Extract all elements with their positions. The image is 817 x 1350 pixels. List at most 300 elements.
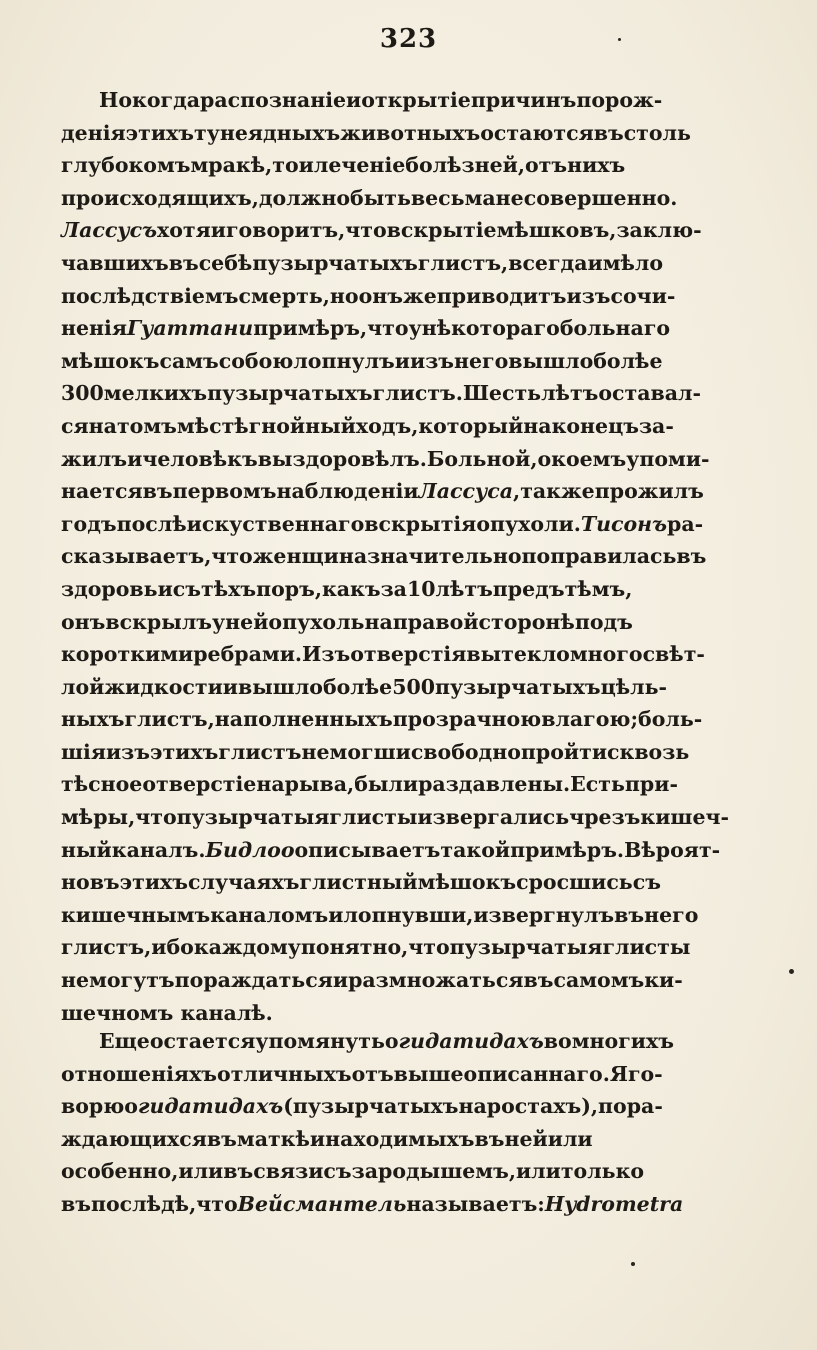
word xyxy=(256,573,322,606)
word-text: когда xyxy=(132,88,201,112)
word xyxy=(522,540,677,573)
word xyxy=(200,84,346,117)
print-speck xyxy=(789,969,794,974)
text-line xyxy=(61,410,725,443)
word xyxy=(215,703,393,736)
word-text: вскрылъ xyxy=(105,609,213,634)
word-text: тѣхъ xyxy=(201,576,257,601)
word-text: него xyxy=(644,902,699,927)
word xyxy=(576,84,662,117)
word xyxy=(466,638,569,671)
word xyxy=(150,1025,256,1058)
word-text: за- xyxy=(638,413,674,438)
word xyxy=(314,149,405,182)
word xyxy=(61,899,210,932)
word-text: послѣдѣ, xyxy=(90,1191,197,1216)
word-text: этихъ xyxy=(149,739,219,764)
word xyxy=(630,703,638,736)
word-text: подъ xyxy=(574,609,633,634)
text-line xyxy=(61,736,725,769)
word-text: вышло xyxy=(238,674,323,699)
word xyxy=(598,377,701,410)
word xyxy=(508,345,593,378)
word xyxy=(99,84,132,117)
text-line xyxy=(61,1188,725,1221)
word-text: были xyxy=(354,772,419,797)
word-text: свободно xyxy=(410,739,521,764)
word-text: Изъ xyxy=(302,642,351,667)
word-text: этихъ xyxy=(119,870,189,895)
text-line xyxy=(61,182,725,215)
word-text: ходъ, xyxy=(355,413,419,438)
word xyxy=(252,247,418,280)
word xyxy=(199,247,253,280)
word-text: что xyxy=(367,316,409,341)
word-text: болѣе xyxy=(593,348,663,373)
word xyxy=(594,117,624,150)
word xyxy=(112,834,295,867)
word xyxy=(561,1155,644,1188)
word-text: только xyxy=(560,1159,645,1184)
word-text: животныхъ xyxy=(340,120,481,145)
word xyxy=(667,508,703,541)
word xyxy=(333,964,348,997)
word-text: денія xyxy=(61,120,126,145)
word xyxy=(259,182,350,215)
word-text: въ xyxy=(223,1159,254,1184)
word xyxy=(61,1001,173,1025)
word xyxy=(340,117,480,150)
italic-name: Гуаттани xyxy=(126,316,254,341)
word-text: влагою xyxy=(541,707,631,732)
word xyxy=(466,899,473,932)
word xyxy=(194,117,340,150)
word-text: вскрытія xyxy=(364,511,477,536)
word xyxy=(350,638,466,671)
word-text: онъ xyxy=(358,283,403,308)
italic-name: Hydrometra xyxy=(544,1191,684,1216)
word xyxy=(343,899,466,932)
word-text: ра- xyxy=(667,511,704,536)
text-line xyxy=(61,117,725,150)
word xyxy=(187,508,365,541)
word-text: томъ xyxy=(116,413,177,438)
word xyxy=(61,768,142,801)
word xyxy=(359,280,403,313)
word xyxy=(516,866,633,899)
word xyxy=(352,1155,516,1188)
word xyxy=(151,931,194,964)
word-text: вытекло xyxy=(466,642,570,667)
word-text: послѣ xyxy=(116,511,187,536)
word-text: хотя xyxy=(157,218,211,243)
word-text: 500 xyxy=(392,674,436,699)
word-text: опухоли. xyxy=(476,511,581,536)
word-text: цѣль- xyxy=(600,674,668,699)
word-text: то xyxy=(272,153,299,178)
word-text: на xyxy=(364,609,393,634)
word-text: боль- xyxy=(638,707,703,732)
word xyxy=(437,280,567,313)
word-text: ней xyxy=(225,609,269,634)
word xyxy=(272,149,298,182)
word xyxy=(418,247,508,280)
word xyxy=(255,1025,385,1058)
word xyxy=(61,801,135,834)
word-text: глистный xyxy=(299,870,418,895)
word xyxy=(407,573,436,606)
word xyxy=(178,1155,223,1188)
word-text: называетъ: xyxy=(406,1191,545,1216)
italic-name: гидатидахъ xyxy=(137,1094,284,1119)
italic-name: Лассуса xyxy=(418,479,514,504)
word-text: болѣе xyxy=(322,674,393,699)
word xyxy=(91,1188,196,1221)
word xyxy=(253,540,367,573)
word xyxy=(61,1123,207,1156)
word-text: 10 xyxy=(406,576,436,601)
word-text: глисты xyxy=(329,805,418,830)
word xyxy=(521,736,607,769)
word xyxy=(410,345,454,378)
word xyxy=(299,149,314,182)
word xyxy=(567,149,625,182)
word-text: пузырчатыхъ xyxy=(435,674,601,699)
word-text: приводитъ xyxy=(436,283,567,308)
word xyxy=(520,475,595,508)
word xyxy=(474,1123,504,1156)
word xyxy=(210,899,328,932)
word xyxy=(403,280,437,313)
word-text: въ xyxy=(206,1126,237,1151)
word-text: глистъ xyxy=(218,739,302,764)
word-text: съ xyxy=(323,1159,352,1184)
text-line xyxy=(61,214,725,247)
word xyxy=(352,1058,394,1091)
word xyxy=(644,964,683,997)
print-speck xyxy=(631,1262,635,1266)
word-text: многихъ xyxy=(571,1029,674,1053)
word xyxy=(411,182,496,215)
word xyxy=(301,931,408,964)
word-text: ребрами. xyxy=(193,642,303,667)
word-text: въ xyxy=(89,870,120,895)
word xyxy=(188,866,299,899)
word xyxy=(61,834,112,867)
word xyxy=(541,377,598,410)
word-text: , xyxy=(513,479,521,504)
word xyxy=(61,117,126,150)
word-text: извергнулъ xyxy=(473,902,615,927)
text-line xyxy=(61,149,725,182)
word xyxy=(610,1058,628,1091)
word-text: наростахъ), xyxy=(458,1094,599,1119)
text-line xyxy=(61,345,725,378)
word-text: въ xyxy=(142,479,173,504)
word xyxy=(417,801,569,834)
word xyxy=(593,345,662,378)
word-text: первомъ xyxy=(172,479,277,504)
word xyxy=(61,345,159,378)
word-text: глистъ, xyxy=(124,707,215,732)
word-text: зародышемъ, xyxy=(351,1159,516,1184)
word xyxy=(567,280,611,313)
word-text: мѣшокъ xyxy=(61,348,160,373)
word-text: значительно xyxy=(367,544,522,569)
word xyxy=(626,443,709,476)
text-line xyxy=(61,1090,725,1123)
word-text: Есть xyxy=(570,772,625,797)
word xyxy=(394,1058,610,1091)
word xyxy=(392,671,435,704)
text-line xyxy=(61,377,725,410)
word-text: остаются xyxy=(480,120,594,145)
word xyxy=(283,1090,458,1123)
word-text: жидкости xyxy=(104,674,223,699)
word-text: что xyxy=(408,935,450,960)
word xyxy=(61,443,127,476)
word-text: леченіе xyxy=(313,153,406,178)
word xyxy=(61,312,253,345)
word-text: этихъ xyxy=(125,120,194,145)
word-text: Шесть xyxy=(462,381,542,406)
word-text: столь xyxy=(623,120,691,145)
word xyxy=(497,214,617,247)
word-text: нѣкотораго xyxy=(421,316,560,341)
word-text: или xyxy=(547,1126,593,1151)
word-text: изъ xyxy=(566,283,611,308)
word-text: въ xyxy=(676,544,707,569)
word xyxy=(640,801,729,834)
text-line xyxy=(61,1123,725,1156)
word xyxy=(393,606,479,639)
word xyxy=(238,671,323,704)
word-text: сросшись xyxy=(516,870,633,895)
word xyxy=(142,443,257,476)
word xyxy=(476,508,667,541)
word xyxy=(201,573,256,606)
word-text: случаяхъ xyxy=(188,870,300,895)
word-text: примѣръ, xyxy=(253,316,368,341)
word-text: шія xyxy=(61,739,106,764)
word-text: быть xyxy=(350,185,411,210)
word xyxy=(541,703,630,736)
word-text: могши xyxy=(329,739,411,764)
word xyxy=(510,834,624,867)
word-text: что xyxy=(135,805,177,830)
word-text: при- xyxy=(624,772,678,797)
word-text: ныхъ xyxy=(61,707,125,732)
word xyxy=(323,671,392,704)
word-text: наблюденіи xyxy=(276,479,419,504)
word xyxy=(256,768,354,801)
word xyxy=(61,1090,124,1123)
word-text: всегда xyxy=(508,250,588,275)
word-text: шечномъ xyxy=(61,1000,174,1025)
word xyxy=(99,1025,150,1058)
word-text: го- xyxy=(627,1061,663,1086)
text-line xyxy=(61,931,725,964)
text-line xyxy=(61,443,725,476)
word xyxy=(551,443,626,476)
word-text: открытіе xyxy=(361,88,471,112)
word xyxy=(180,1001,272,1025)
word xyxy=(293,345,394,378)
word xyxy=(226,214,345,247)
word-text: сквозь xyxy=(607,739,690,764)
word xyxy=(150,736,218,769)
word-text: пузырчатыя xyxy=(449,935,603,960)
word xyxy=(277,475,521,508)
word-text: съ xyxy=(632,870,661,895)
word-text: и xyxy=(309,1126,326,1151)
word-text: размножаться xyxy=(348,968,524,993)
word xyxy=(553,964,644,997)
word xyxy=(61,1188,91,1221)
word xyxy=(479,606,575,639)
word-text: не xyxy=(61,968,90,993)
word-text: изъ xyxy=(105,739,150,764)
word-text: годъ xyxy=(61,511,117,536)
word-text: каналъ. xyxy=(111,837,206,862)
word xyxy=(237,1123,310,1156)
word-text: пораждаться xyxy=(174,968,333,993)
word xyxy=(405,149,525,182)
word-text: раздавлены. xyxy=(418,772,571,797)
word xyxy=(219,345,294,378)
word-text: или xyxy=(178,1159,224,1184)
word-text: ней xyxy=(504,1126,548,1151)
word xyxy=(302,638,350,671)
word-text: Я xyxy=(609,1061,628,1086)
word xyxy=(325,1123,474,1156)
word-text: говоритъ, xyxy=(226,218,346,243)
word-text: наполненныхъ xyxy=(214,707,393,732)
word xyxy=(393,703,541,736)
word xyxy=(387,214,497,247)
word-text: Вѣроят- xyxy=(624,837,721,862)
word xyxy=(295,834,441,867)
word xyxy=(61,377,104,410)
word-text: не xyxy=(301,739,330,764)
word-text: заклю- xyxy=(616,218,702,243)
word-text: упоми- xyxy=(626,446,710,471)
word xyxy=(454,345,508,378)
word xyxy=(322,573,381,606)
word xyxy=(348,964,523,997)
word xyxy=(435,671,601,704)
word xyxy=(159,345,218,378)
word xyxy=(427,443,538,476)
word-text: въ xyxy=(168,250,199,275)
word xyxy=(61,964,89,997)
word xyxy=(364,606,392,639)
word-text: маткѣ xyxy=(236,1126,310,1151)
word xyxy=(440,834,510,867)
word-text: порож- xyxy=(576,88,663,112)
word-text: упомянуть xyxy=(255,1029,385,1053)
word xyxy=(61,508,117,541)
word-text: но xyxy=(61,870,90,895)
word-text: имѣло xyxy=(587,250,664,275)
word xyxy=(625,768,678,801)
word-text: искуственнаго xyxy=(186,511,365,536)
word-text: распознаніе xyxy=(200,88,347,112)
text-line xyxy=(61,638,725,671)
word xyxy=(142,768,256,801)
word-text: чрезъ xyxy=(569,805,641,830)
word xyxy=(218,736,301,769)
word xyxy=(132,84,200,117)
word-text: прозрачною xyxy=(392,707,542,732)
word xyxy=(411,736,521,769)
word-text: вышеописаннаго. xyxy=(393,1061,610,1086)
word-text: отношеніяхъ xyxy=(61,1061,218,1086)
word xyxy=(268,606,364,639)
word xyxy=(175,964,333,997)
word-text: въ xyxy=(523,968,554,993)
word-text: нарыва, xyxy=(256,772,355,797)
word-text: несовершенно. xyxy=(495,185,678,210)
word xyxy=(173,475,277,508)
word-text: нается xyxy=(61,479,143,504)
word-text: въ xyxy=(61,1191,91,1216)
word xyxy=(611,280,676,313)
word xyxy=(143,475,173,508)
word-text: во xyxy=(543,1029,572,1053)
word xyxy=(124,1090,283,1123)
word xyxy=(436,573,493,606)
word xyxy=(225,606,268,639)
word-text: (пузырчатыхъ xyxy=(283,1094,459,1119)
word xyxy=(253,1155,323,1188)
word-text: въ xyxy=(593,120,624,145)
word xyxy=(418,768,570,801)
text-line xyxy=(61,671,725,704)
word-text: отверстіе xyxy=(142,772,257,797)
word xyxy=(61,671,104,704)
word-text: находимыхъ xyxy=(325,1126,475,1151)
word xyxy=(356,410,418,443)
word-text: ненія xyxy=(61,316,127,341)
text-line xyxy=(61,475,725,508)
word-text: о xyxy=(384,1029,399,1053)
word xyxy=(607,736,689,769)
word-text: лопнулъ xyxy=(293,348,395,373)
word-text: извергались xyxy=(417,805,570,830)
word xyxy=(173,573,201,606)
word xyxy=(61,866,90,899)
word-text: и xyxy=(222,674,238,699)
word-text: что xyxy=(345,218,387,243)
word xyxy=(367,540,521,573)
word-text: много xyxy=(569,642,643,667)
word xyxy=(127,443,142,476)
word xyxy=(61,703,125,736)
word xyxy=(61,247,169,280)
word xyxy=(299,866,417,899)
word xyxy=(595,475,704,508)
word xyxy=(350,182,411,215)
word-text: каналомъ xyxy=(210,902,329,927)
word xyxy=(569,801,640,834)
word xyxy=(217,1058,352,1091)
word-text: понятно, xyxy=(300,935,409,960)
word-text: за xyxy=(380,576,407,601)
italic-name: Бидлоо xyxy=(205,837,295,862)
word xyxy=(560,312,670,345)
paragraph-2 xyxy=(61,1025,725,1221)
